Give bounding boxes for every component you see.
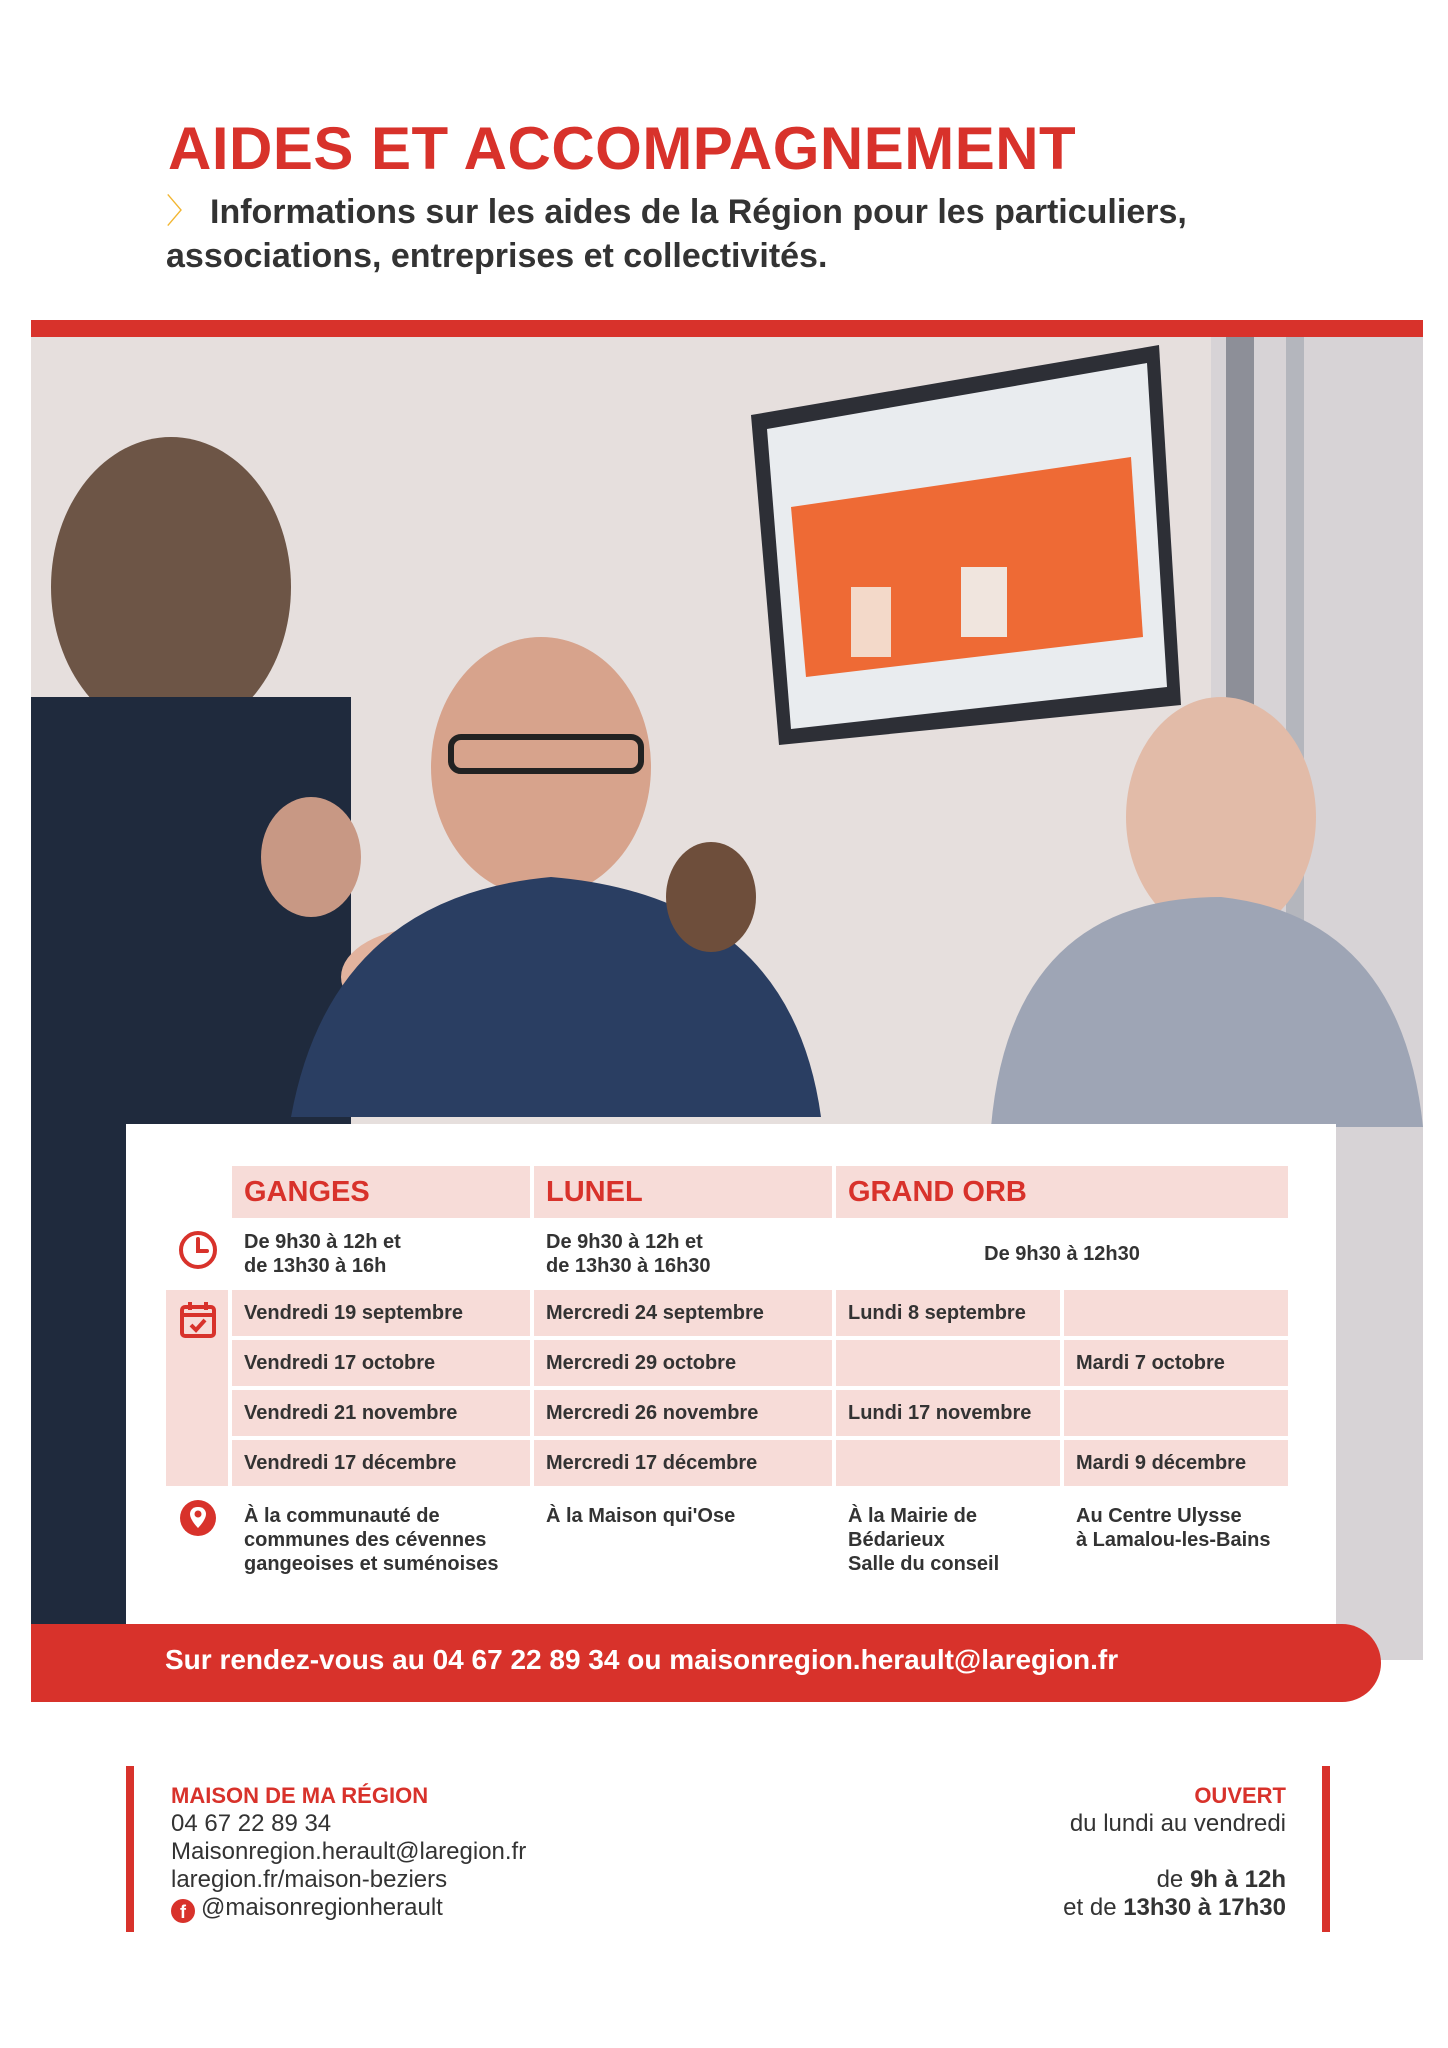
place-grand-orb-b-line2: à Lamalou-les-Bains — [1076, 1529, 1271, 1551]
opening-days: du lundi au vendredi — [1069, 1810, 1286, 1837]
clock-icon — [178, 1230, 218, 1270]
hours-grand-orb: De 9h30 à 12h30 — [984, 1243, 1140, 1265]
date-grand-orb-b-3 — [1064, 1390, 1288, 1436]
hours-ganges — [244, 1230, 401, 1278]
place-ganges — [244, 1504, 499, 1576]
column-header-ganges: GANGES — [232, 1166, 530, 1218]
date-lunel-3: Mercredi 26 novembre — [534, 1390, 832, 1436]
date-grand-orb-a-4 — [836, 1440, 1060, 1486]
opening-afternoon-hours: 13h30 à 17h30 — [1123, 1894, 1286, 1921]
opening-afternoon-prefix: et de — [1063, 1894, 1124, 1921]
chevron-right-icon: 〉 — [166, 193, 200, 231]
page-subtitle — [166, 190, 1326, 278]
opening-morning — [1063, 1866, 1286, 1894]
place-ganges-line1: À la communauté de — [244, 1505, 440, 1527]
appointment-ribbon — [31, 1624, 1381, 1702]
date-lunel-2: Mercredi 29 octobre — [534, 1340, 832, 1386]
footer-contact — [171, 1782, 526, 1923]
date-lunel-4: Mercredi 17 décembre — [534, 1440, 832, 1486]
footer-website[interactable]: laregion.fr/maison-beziers — [171, 1866, 448, 1893]
column-header-grand-orb: GRAND ORB — [836, 1166, 1288, 1218]
hours-lunel-line1: De 9h30 à 12h et — [546, 1231, 703, 1253]
date-ganges-4: Vendredi 17 décembre — [232, 1440, 530, 1486]
place-grand-orb-a-line1: À la Mairie de — [848, 1505, 977, 1527]
place-grand-orb-a-line3: Salle du conseil — [848, 1553, 1000, 1575]
hours-ganges-line1: De 9h30 à 12h et — [244, 1231, 401, 1253]
opening-afternoon — [1063, 1894, 1286, 1922]
date-lunel-1: Mercredi 24 septembre — [534, 1290, 832, 1336]
date-ganges-2: Vendredi 17 octobre — [232, 1340, 530, 1386]
footer-phone[interactable]: 04 67 22 89 34 — [171, 1810, 332, 1837]
location-pin-icon — [178, 1498, 218, 1538]
place-grand-orb-a-line2: Bédarieux — [848, 1529, 945, 1551]
opening-morning-prefix: de — [1156, 1866, 1190, 1893]
footer-email[interactable]: Maisonregion.herault@laregion.fr — [171, 1838, 527, 1865]
date-grand-orb-b-2: Mardi 7 octobre — [1064, 1340, 1288, 1386]
footer-heading: MAISON DE MA RÉGION — [171, 1783, 429, 1808]
place-grand-orb-a — [848, 1504, 999, 1576]
footer-opening-hours — [1063, 1782, 1286, 1922]
footer-facebook[interactable] — [171, 1894, 526, 1923]
place-lunel-line1: À la Maison qui'Ose — [546, 1505, 736, 1527]
place-ganges-line2: communes des cévennes — [244, 1529, 487, 1551]
facebook-handle: @maisonregionherault — [201, 1894, 443, 1921]
hours-lunel-line2: de 13h30 à 16h30 — [546, 1255, 711, 1277]
date-grand-orb-a-3: Lundi 17 novembre — [836, 1390, 1060, 1436]
footer-left-bar — [126, 1766, 134, 1932]
place-grand-orb-b — [1076, 1504, 1271, 1552]
date-grand-orb-a-1: Lundi 8 septembre — [836, 1290, 1060, 1336]
date-grand-orb-b-4: Mardi 9 décembre — [1064, 1440, 1288, 1486]
subtitle-text: Informations sur les aides de la Région pour les particuliers, associations, entreprises et collectivités. — [166, 193, 1187, 275]
place-grand-orb-b-line1: Au Centre Ulysse — [1076, 1505, 1242, 1527]
appointment-text: Sur rendez-vous au 04 67 22 89 34 ou maisonregion.herault@laregion.fr — [165, 1644, 1119, 1675]
facebook-icon: f — [171, 1899, 195, 1923]
page-title: AIDES ET ACCOMPAGNEMENT — [168, 115, 1077, 182]
footer-right-bar — [1322, 1766, 1330, 1932]
date-ganges-3: Vendredi 21 novembre — [232, 1390, 530, 1436]
date-grand-orb-b-1 — [1064, 1290, 1288, 1336]
hours-ganges-line2: de 13h30 à 16h — [244, 1255, 387, 1277]
opening-morning-hours: 9h à 12h — [1189, 1866, 1286, 1893]
opening-heading: OUVERT — [1194, 1783, 1286, 1808]
column-header-lunel: LUNEL — [534, 1166, 832, 1218]
tv-screen — [751, 345, 1181, 745]
date-grand-orb-a-2 — [836, 1340, 1060, 1386]
place-ganges-line3: gangeoises et suménoises — [244, 1553, 499, 1575]
date-ganges-1: Vendredi 19 septembre — [232, 1290, 530, 1336]
place-lunel — [546, 1504, 735, 1528]
calendar-check-icon — [178, 1300, 218, 1340]
hours-lunel — [546, 1230, 711, 1278]
top-red-bar — [31, 320, 1423, 337]
